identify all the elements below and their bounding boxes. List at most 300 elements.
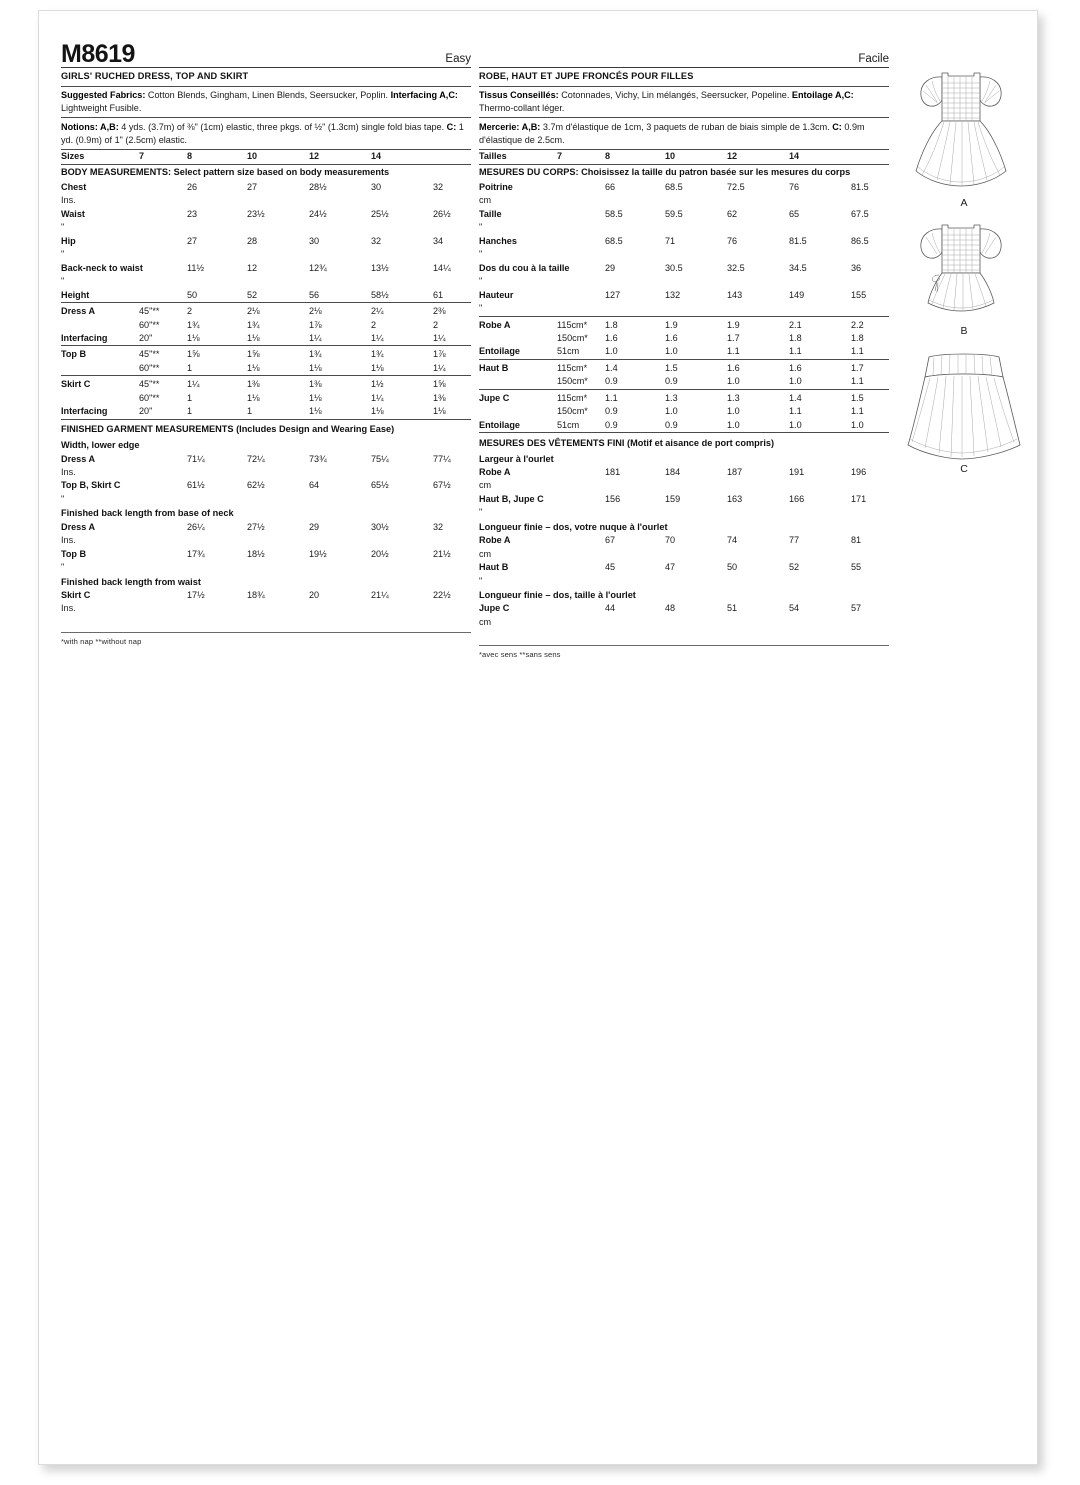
cell: 81: [851, 535, 862, 546]
row-label: Interfacing: [61, 406, 108, 417]
cell: 74: [727, 535, 738, 546]
cell: 1⅜: [247, 379, 260, 390]
table-row: [61, 548, 471, 575]
cell: 143: [727, 289, 743, 300]
cell: 27½: [247, 521, 265, 532]
cell: 127: [605, 289, 621, 300]
cell: 81.5: [789, 235, 807, 246]
english-column: [61, 37, 471, 646]
skirt-c-illustration: [894, 347, 1034, 475]
interfacing-text-en: Lightweight Fusible.: [61, 102, 142, 113]
cell: 1.3: [727, 392, 740, 403]
cell: 1¼: [187, 379, 200, 390]
cell: 28½: [309, 182, 327, 193]
unit-cell: ": [479, 249, 483, 260]
dress-a-icon: [904, 59, 1024, 199]
table-row: [61, 479, 471, 506]
sizes-label-en: Sizes: [61, 151, 85, 162]
cell: 1¼: [309, 333, 322, 344]
cell: 166: [789, 493, 805, 504]
notions-label-en: Notions: A,B:: [61, 121, 119, 132]
fabric-width-cell: 115cm*: [557, 392, 588, 403]
cell: 149: [789, 289, 805, 300]
cell: 76: [789, 182, 800, 193]
cell: 1¾: [371, 349, 384, 360]
fabric-width-cell: 150cm*: [557, 376, 588, 387]
unit-cell: Ins.: [61, 603, 76, 614]
cell: 12¾: [309, 262, 327, 273]
finished-subhead-en: Width, lower edge: [61, 440, 140, 451]
unit-cell: ": [479, 276, 483, 287]
cell: 1¼: [433, 333, 446, 344]
cell: 50: [727, 562, 738, 573]
cell: 54: [789, 603, 800, 614]
table-row: [479, 262, 889, 289]
row-label: Top B, Skirt C: [61, 480, 121, 491]
unit-cell: Ins.: [61, 466, 76, 477]
table-row: [479, 345, 889, 358]
cell: 14¼: [433, 262, 451, 273]
cell: 65½: [371, 480, 389, 491]
fabric-width-cell: 20": [139, 333, 153, 344]
sizes-label-fr: Tailles: [479, 151, 507, 162]
row-label: Robe A: [479, 319, 511, 330]
cell: 1.1: [851, 346, 864, 357]
cell: 52: [247, 289, 258, 300]
cell: 77: [789, 535, 800, 546]
suggested-fabrics-label-fr: Tissus Conseillés:: [479, 90, 559, 100]
notions-text-1-en: 4 yds. (3.7m) of ⅜" (1cm) elastic, three pkgs. of ½" (1.3cm) single fold bias tape.: [118, 121, 447, 132]
suggested-fabrics-text-fr: Cotonnades, Vichy, Lin mélangés, Seersucker, Popeline.: [558, 90, 792, 100]
cell: 1.9: [665, 319, 678, 330]
row-label: Entoilage: [479, 419, 520, 430]
row-label: Taille: [479, 208, 502, 219]
suggested-fabrics-french: [479, 87, 889, 118]
unit-cell: cm: [479, 480, 492, 491]
cell: 1⅛: [309, 406, 322, 417]
unit-cell: cm: [479, 548, 492, 559]
fabric-width-cell: 45"**: [139, 349, 160, 360]
cell: 23½: [247, 208, 265, 219]
cell: 1.8: [851, 333, 864, 344]
cell: 61½: [187, 480, 205, 491]
cell: 2.2: [851, 319, 864, 330]
cell: 1.9: [727, 319, 740, 330]
cell: 1¼: [371, 333, 384, 344]
row-label: Chest: [61, 182, 87, 193]
body-measurements-table-en: [61, 181, 471, 302]
cell: 1⅝: [187, 349, 200, 360]
unit-cell: ": [479, 507, 483, 518]
cell: 1⅛: [309, 392, 322, 403]
table-row: [61, 521, 471, 548]
cell: 0.9: [665, 419, 678, 430]
row-label: Dress A: [61, 453, 96, 464]
cell: 1: [187, 362, 193, 373]
cell: 30: [309, 235, 320, 246]
illustration-caption: C: [960, 463, 968, 475]
fabric-width-cell: 150cm*: [557, 333, 588, 344]
row-label: Skirt C: [61, 589, 91, 600]
cell: 34.5: [789, 262, 807, 273]
cell: 2⅜: [433, 306, 446, 317]
cell: 17¾: [187, 548, 205, 559]
fabric-width-cell: 60"**: [139, 319, 160, 330]
cell: 1⅛: [247, 362, 260, 373]
unit-cell: ": [61, 222, 65, 233]
cell: 70: [665, 535, 676, 546]
cell: 50: [187, 289, 198, 300]
cell: 1⅛: [187, 333, 200, 344]
cell: 61: [433, 289, 444, 300]
size-cell: 8: [187, 151, 193, 162]
cell: 1.4: [605, 362, 618, 373]
footnote-french: *avec sens **sans sens: [479, 650, 561, 660]
cell: 30½: [371, 521, 389, 532]
cell: 71: [665, 235, 676, 246]
cell: 1.1: [851, 406, 864, 417]
cell: 51: [727, 603, 738, 614]
cell: 1.8: [789, 333, 802, 344]
cell: 67½: [433, 480, 451, 491]
size-cell: 14: [371, 151, 382, 162]
cell: 2: [371, 319, 377, 330]
row-label: Top B: [61, 349, 87, 360]
size-cell: 8: [605, 151, 611, 162]
row-label: Poitrine: [479, 182, 513, 193]
cell: 1.1: [789, 406, 802, 417]
cell: 19½: [309, 548, 327, 559]
unit-cell: ": [61, 562, 65, 573]
unit-cell: ": [479, 222, 483, 233]
table-row: [479, 534, 889, 561]
pattern-envelope-back-page: [38, 10, 1038, 1465]
cell: 20: [309, 589, 320, 600]
cell: 171: [851, 493, 867, 504]
finished-subhead-fr: Longueur finie – dos, taille à l'ourlet: [479, 589, 636, 600]
fabric-width-cell: 60"**: [139, 362, 160, 373]
table-row: [61, 262, 471, 289]
cell: 1.8: [605, 319, 618, 330]
cell: 30.5: [665, 262, 683, 273]
cell: 27: [247, 182, 258, 193]
table-row: [479, 319, 889, 332]
cell: 18½: [247, 548, 265, 559]
notions-label-c-fr: C:: [832, 121, 842, 132]
garment-title-english: GIRLS' RUCHED DRESS, TOP AND SKIRT: [61, 71, 249, 81]
yardage-group-robe-a-fr: [479, 319, 889, 359]
unit-cell: Ins.: [61, 535, 76, 546]
garment-illustrations: [894, 59, 1034, 475]
cell: 1.7: [727, 333, 740, 344]
interfacing-label-en: Interfacing A,C:: [390, 90, 458, 100]
cell: 132: [665, 289, 681, 300]
unit-cell: cm: [479, 616, 492, 627]
cell: 29: [309, 521, 320, 532]
cell: 2¼: [371, 306, 384, 317]
cell: 21¼: [371, 589, 389, 600]
cell: 0.9: [605, 376, 618, 387]
yardage-group-top-b-en: [61, 348, 471, 375]
finished-heading-en: FINISHED GARMENT MEASUREMENTS (Includes Design and Wearing Ease): [61, 424, 395, 435]
cell: 2⅛: [309, 306, 322, 317]
cell: 0.9: [605, 406, 618, 417]
cell: 1⅛: [309, 362, 322, 373]
top-b-icon: [904, 215, 1024, 327]
row-label: Back-neck to waist: [61, 262, 143, 273]
size-cell: 7: [557, 151, 563, 162]
suggested-fabrics-label-en: Suggested Fabrics:: [61, 90, 146, 100]
fabric-width-cell: 115cm*: [557, 319, 588, 330]
cell: 68.5: [665, 182, 683, 193]
cell: 24½: [309, 208, 327, 219]
size-cell: 10: [247, 151, 258, 162]
body-measurements-heading-fr: MESURES DU CORPS: Choisissez la taille du patron basée sur les mesures du corps: [479, 167, 851, 178]
fabric-width-cell: 150cm*: [557, 406, 588, 417]
cell: 1.0: [727, 376, 740, 387]
table-row: [61, 378, 471, 391]
cell: 68.5: [605, 235, 623, 246]
cell: 1.1: [851, 376, 864, 387]
cell: 2.1: [789, 319, 802, 330]
cell: 58½: [371, 289, 389, 300]
table-row: [479, 561, 889, 588]
row-label: Haut B: [479, 362, 509, 373]
fabric-width-cell: 51cm: [557, 419, 580, 430]
cell: 58.5: [605, 208, 623, 219]
finished-subhead-en: Finished back length from waist: [61, 576, 201, 587]
cell: 155: [851, 289, 867, 300]
table-row: [479, 208, 889, 235]
cell: 191: [789, 466, 805, 477]
difficulty-label-french: Facile: [858, 52, 889, 65]
cell: 48: [665, 603, 676, 614]
cell: 44: [605, 603, 616, 614]
cell: 2: [433, 319, 439, 330]
table-row: [61, 362, 471, 375]
notions-french: [479, 118, 889, 149]
garment-title-french: ROBE, HAUT ET JUPE FRONCÉS POUR FILLES: [479, 71, 694, 81]
notions-label-c-en: C:: [446, 121, 457, 132]
cell: 1.0: [789, 419, 802, 430]
cell: 184: [665, 466, 681, 477]
cell: 2: [187, 306, 193, 317]
table-row: [61, 589, 471, 616]
interfacing-text-fr: Thermo-collant léger.: [479, 102, 565, 113]
cell: 72¼: [247, 453, 265, 464]
cell: 156: [605, 493, 621, 504]
cell: 1: [187, 392, 193, 403]
skirt-c-icon: [904, 347, 1024, 465]
fabric-width-cell: 115cm*: [557, 362, 588, 373]
table-row: [479, 181, 889, 208]
table-row: [479, 466, 889, 493]
cell: 181: [605, 466, 621, 477]
cell: 62½: [247, 480, 265, 491]
finished-subhead-en: Finished back length from base of neck: [61, 508, 234, 519]
table-row: [61, 405, 471, 418]
table-row: [61, 453, 471, 480]
table-row: [479, 419, 889, 432]
fabric-width-cell: 45"**: [139, 379, 160, 390]
table-row: [479, 602, 889, 629]
cell: 1.0: [727, 406, 740, 417]
french-column: [479, 37, 889, 659]
cell: 1⅞: [433, 349, 446, 360]
cell: 1.7: [851, 362, 864, 373]
cell: 47: [665, 562, 676, 573]
footnote-english: *with nap **without nap: [61, 636, 142, 646]
table-row: [479, 362, 889, 375]
page-sheet: [39, 11, 1038, 1465]
cell: 1: [187, 406, 193, 417]
size-cell: 10: [665, 151, 676, 162]
fabric-width-cell: 60"**: [139, 392, 160, 403]
cell: 45: [605, 562, 616, 573]
cell: 20½: [371, 548, 389, 559]
row-label: Skirt C: [61, 379, 91, 390]
illustration-caption: B: [960, 325, 968, 337]
finished-subhead-fr: Longueur finie – dos, votre nuque à l'ourlet: [479, 521, 668, 532]
table-row: [61, 348, 471, 361]
cell: 67: [605, 535, 616, 546]
cell: 187: [727, 466, 743, 477]
cell: 11½: [187, 262, 205, 273]
cell: 1.0: [851, 419, 864, 430]
row-label: Hanches: [479, 235, 517, 246]
cell: 73¾: [309, 453, 327, 464]
table-row: [61, 392, 471, 405]
cell: 18¾: [247, 589, 265, 600]
unit-cell: ": [479, 303, 483, 314]
notions-text-2-en: 1 yd. (0.9m) of 1" (2.5cm) elastic.: [61, 121, 464, 145]
row-label: Dos du cou à la taille: [479, 262, 570, 273]
table-row: [479, 392, 889, 405]
cell: 1.1: [605, 392, 618, 403]
cell: 1.1: [789, 346, 802, 357]
cell: 196: [851, 466, 867, 477]
cell: 26: [187, 182, 198, 193]
notions-english: [61, 118, 471, 149]
size-cell: 12: [727, 151, 738, 162]
cell: 1⅛: [247, 392, 260, 403]
cell: 1.5: [665, 362, 678, 373]
cell: 86.5: [851, 235, 869, 246]
cell: 32: [433, 521, 444, 532]
cell: 1⅛: [371, 362, 384, 373]
cell: 17½: [187, 589, 205, 600]
cell: 1⅛: [371, 406, 384, 417]
row-label: Jupe C: [479, 392, 510, 403]
table-row: [61, 289, 471, 302]
cell: 1⅜: [309, 379, 322, 390]
cell: 0.9: [665, 376, 678, 387]
cell: 1.6: [789, 362, 802, 373]
table-row: [61, 305, 471, 318]
cell: 12: [247, 262, 258, 273]
cell: 1.0: [727, 419, 740, 430]
interfacing-label-fr: Entoilage A,C:: [791, 90, 854, 100]
illustration-caption: A: [960, 197, 968, 209]
cell: 1¼: [433, 362, 446, 373]
row-label: Height: [61, 289, 90, 300]
cell: 71¼: [187, 453, 205, 464]
size-cell: 14: [789, 151, 800, 162]
table-row: [479, 235, 889, 262]
cell: 28: [247, 235, 258, 246]
row-label: Jupe C: [479, 603, 510, 614]
sizes-header-row-french: [479, 150, 889, 163]
cell: 1: [247, 406, 253, 417]
cell: 81.5: [851, 182, 869, 193]
cell: 1½: [371, 379, 384, 390]
cell: 76: [727, 235, 738, 246]
cell: 32.5: [727, 262, 745, 273]
cell: 1⅛: [247, 333, 260, 344]
cell: 1.0: [789, 376, 802, 387]
table-row: [479, 332, 889, 345]
unit-cell: Ins.: [61, 195, 76, 206]
cell: 32: [433, 182, 444, 193]
row-label: Robe A: [479, 535, 511, 546]
cell: 30: [371, 182, 382, 193]
size-cell: 12: [309, 151, 320, 162]
row-label: Interfacing: [61, 333, 108, 344]
cell: 65: [789, 208, 800, 219]
yardage-group-jupe-c-fr: [479, 392, 889, 432]
cell: 72.5: [727, 182, 745, 193]
title-row-french: [479, 37, 889, 67]
cell: 1.6: [727, 362, 740, 373]
unit-cell: ": [479, 575, 483, 586]
row-label: Entoilage: [479, 346, 520, 357]
cell: 27: [187, 235, 198, 246]
cell: 1.0: [665, 346, 678, 357]
row-label: Haut B, Jupe C: [479, 493, 544, 504]
suggested-fabrics-english: [61, 87, 471, 118]
cell: 26¼: [187, 521, 205, 532]
table-row: [479, 375, 889, 388]
table-row: [479, 405, 889, 418]
table-row: [61, 332, 471, 345]
cell: 1.6: [665, 333, 678, 344]
notions-label-fr: Mercerie: A,B:: [479, 121, 541, 132]
notions-text-1-fr: 3.7m d'élastique de 1cm, 3 paquets de ruban de biais simple de 1.3cm.: [540, 121, 833, 132]
cell: 1⅜: [433, 392, 446, 403]
finished-subhead-fr: Largeur à l'ourlet: [479, 453, 554, 464]
fabric-width-cell: 45"**: [139, 306, 160, 317]
row-label: Haut B: [479, 562, 509, 573]
title-row-english: [61, 37, 471, 67]
cell: 163: [727, 493, 743, 504]
yardage-group-haut-b-fr: [479, 362, 889, 389]
table-row: [479, 493, 889, 520]
cell: 1.1: [727, 346, 740, 357]
row-label: Robe A: [479, 466, 511, 477]
cell: 22½: [433, 589, 451, 600]
finished-heading-fr: MESURES DES VÊTEMENTS FINI (Motif et aisance de port compris): [479, 437, 775, 448]
cell: 1.0: [605, 346, 618, 357]
cell: 56: [309, 289, 320, 300]
table-row: [479, 289, 889, 316]
cell: 59.5: [665, 208, 683, 219]
cell: 55: [851, 562, 862, 573]
cell: 52: [789, 562, 800, 573]
cell: 159: [665, 493, 681, 504]
cell: 1¾: [187, 319, 200, 330]
cell: 1¾: [247, 319, 260, 330]
cell: 64: [309, 480, 320, 491]
